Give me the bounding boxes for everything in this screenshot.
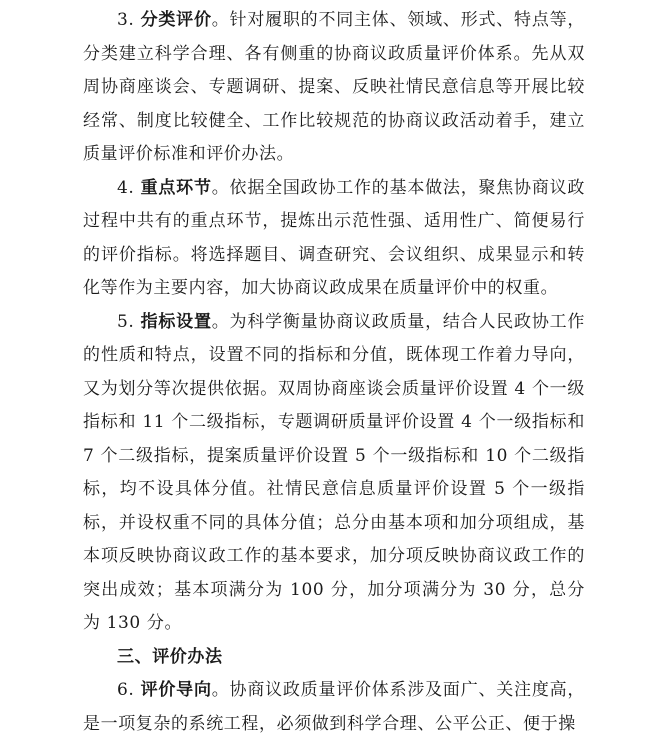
- paragraph-6: [83, 674, 585, 741]
- paragraph-4: [83, 172, 585, 306]
- paragraph-5-body: 。为科学衡量协商议政质量，结合人民政协工作的性质和特点，设置不同的指标和分值，既体现工作着力导向，又为划分等次提供依据。双周协商座谈会质量评价设置 4 个一级指标和 11 个二级指标，专题调研质量评价设置 4 个一级指标和 7 个二级指标，提案质量评价设置 5 个一级指标和 10 个二级指标，均不设具体分值。社情民意信息质量评价设置 5 个一级指标，并设权重不同的具体分值；总分由基本项和加分项组成，基本项反映协商议政工作的基本要求，加分项反映协商议政工作的突出成效；基本项满分为 100 分，加分项满分为 30 分，总分为 130 分。: [83, 311, 585, 633]
- paragraph-5-number: 5.: [117, 311, 135, 332]
- section-heading-evaluation-method: 三、评价办法: [117, 646, 223, 667]
- paragraph-4-heading: 重点环节: [140, 177, 212, 198]
- paragraph-3-heading: 分类评价: [140, 10, 212, 30]
- paragraph-5-heading: 指标设置: [140, 311, 212, 332]
- paragraph-4-number: 4.: [117, 177, 135, 198]
- paragraph-5: [83, 306, 585, 641]
- paragraph-3-body: 。针对履职的不同主体、领域、形式、特点等，分类建立科学合理、各有侧重的协商议政质量评价体系。先从双周协商座谈会、专题调研、提案、反映社情民意信息等开展比较经常、制度比较健全、工作比较规范的协商议政活动着手，建立质量评价标准和评价办法。: [83, 10, 585, 164]
- paragraph-3-number: 3.: [117, 10, 135, 30]
- paragraph-4-body: 。依据全国政协工作的基本做法，聚焦协商议政过程中共有的重点环节，提炼出示范性强、适用性广、简便易行的评价指标。将选择题目、调查研究、会议组织、成果显示和转化等作为主要内容，加大协商议政成果在质量评价中的权重。: [83, 177, 585, 298]
- paragraph-6-number: 6.: [117, 680, 135, 700]
- document-body: [83, 4, 585, 741]
- paragraph-6-heading: 评价导向: [140, 680, 212, 700]
- paragraph-3: [83, 4, 585, 172]
- paragraph-6-body: 。协商议政质量评价体系涉及面广、关注度高，是一项复杂的系统工程，必须做到科学合理、公平公正、便于操: [83, 680, 585, 734]
